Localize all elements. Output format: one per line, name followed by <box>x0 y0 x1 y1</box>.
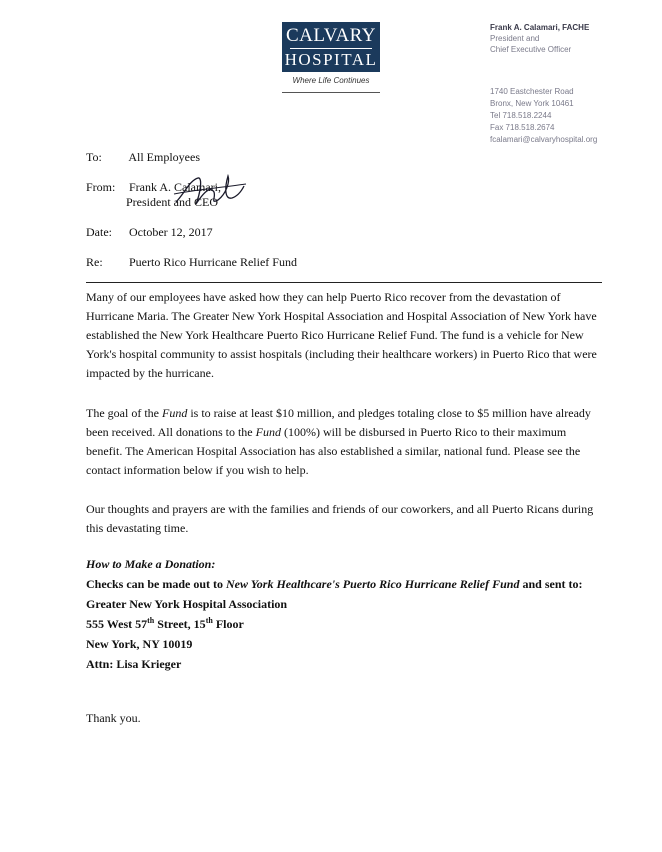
signature-image <box>170 172 248 212</box>
tagline-rule <box>282 92 380 93</box>
street-part-a: 555 West 57 <box>86 617 148 631</box>
executive-block <box>490 22 589 55</box>
address-line-1: 1740 Eastchester Road <box>490 87 574 96</box>
memo-re-row <box>86 255 297 270</box>
street-sup-2: th <box>205 616 213 625</box>
date-value: October 12, 2017 <box>129 225 213 239</box>
to-value: All Employees <box>128 150 200 164</box>
fax: Fax 718.518.2674 <box>490 123 555 132</box>
checks-part-a: Checks can be made out to <box>86 577 226 591</box>
date-label: Date: <box>86 225 112 239</box>
p2-part-b: is to raise at least $10 million, and pledges totaling close to $5 million have already been received. All donations to the <box>86 406 591 439</box>
address-block <box>490 86 597 146</box>
logo-line-1: CALVARY <box>285 25 377 46</box>
tagline: Where Life Continues <box>292 76 370 85</box>
email: fcalamari@calvaryhospital.org <box>490 135 598 144</box>
exec-title-1: President and <box>490 34 540 43</box>
org-name: Greater New York Hospital Association <box>86 597 288 611</box>
p2-part-a: The goal of the <box>86 406 162 420</box>
phone: Tel 718.518.2244 <box>490 111 552 120</box>
paragraph-1: Many of our employees have asked how they can help Puerto Rico recover from the devastation of Hurricane Maria. The Greater New York Hospital Association and Hospital Association of New York have established the New York Healthcare Puerto Rico Hurricane Relief Fund. The fund is a vehicle for New York's hospital community to assist hospitals (including their healthcare workers) in Puerto Rico that were impacted by the hurricane. <box>86 290 597 380</box>
fund-word-2: Fund <box>255 425 281 439</box>
from-value-line-1: Frank A. Calamari, <box>129 180 221 194</box>
header-divider <box>86 282 602 283</box>
memo-date-row <box>86 225 213 240</box>
memo-to-row <box>86 150 200 165</box>
city-line: New York, NY 10019 <box>86 637 193 651</box>
re-label: Re: <box>86 255 103 269</box>
donation-block <box>86 554 606 674</box>
fund-name: New York Healthcare's Puerto Rico Hurricane Relief Fund <box>226 577 520 591</box>
donation-heading: How to Make a Donation: <box>86 557 216 571</box>
fund-word-1: Fund <box>161 406 188 420</box>
exec-name: Frank A. Calamari, FACHE <box>490 23 590 32</box>
closing: Thank you. <box>86 711 141 725</box>
calvary-hospital-logo <box>282 22 380 72</box>
p2-part-c: (100%) will be disbursed in Puerto Rico to their maximum benefit. The American Hospital Association has also established a similar, national fund. Please see the contact information below if you wish to help. <box>86 425 581 477</box>
checks-line <box>86 574 606 594</box>
paragraph-3: Our thoughts and prayers are with the families and friends of our coworkers, and all Puerto Ricans during this devastating time. <box>86 502 594 535</box>
paragraph-2 <box>86 404 598 480</box>
attn-line: Attn: Lisa Krieger <box>86 657 182 671</box>
from-label: From: <box>86 180 116 194</box>
street-part-b: Street, 15 <box>154 617 206 631</box>
logo-line-2: HOSPITAL <box>284 50 378 69</box>
checks-part-b: and sent to: <box>519 577 583 591</box>
street-address <box>86 614 606 634</box>
street-sup-1: th <box>147 616 155 625</box>
re-value: Puerto Rico Hurricane Relief Fund <box>129 255 297 269</box>
street-part-c: Floor <box>212 617 244 631</box>
from-value-line-2: President and CEO <box>126 195 218 209</box>
address-line-2: Bronx, New York 10461 <box>490 99 574 108</box>
to-label: To: <box>86 150 102 164</box>
exec-title-2: Chief Executive Officer <box>490 45 572 54</box>
